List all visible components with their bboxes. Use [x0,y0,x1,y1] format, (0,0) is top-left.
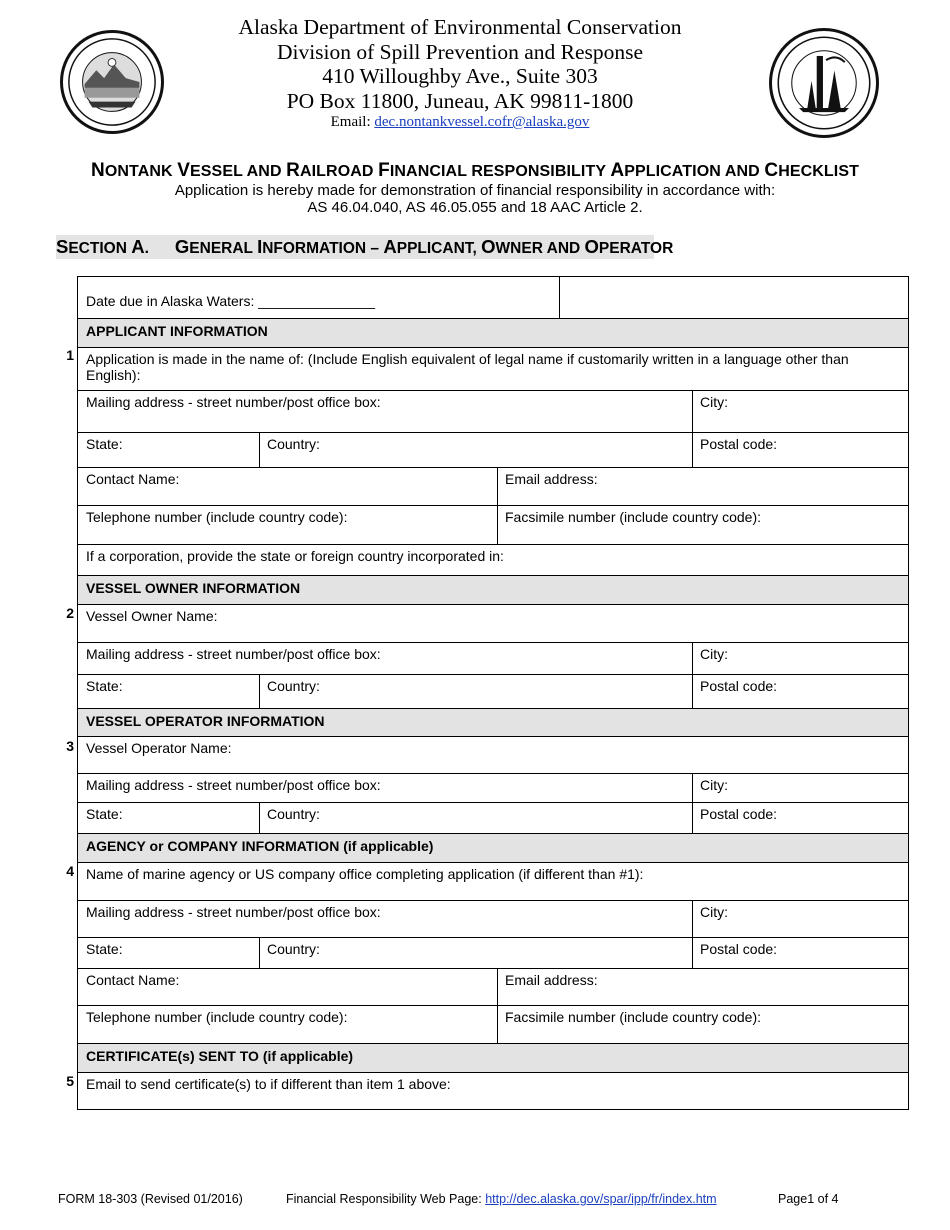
web-page-label: Financial Responsibility Web Page: [286,1192,482,1206]
agency-name-field[interactable]: Name of marine agency or US company office completing application (if different than #1): [86,866,644,882]
operator-state-field[interactable]: State: [86,806,123,822]
item-number-2: 2 [66,605,74,621]
item-number-3: 3 [66,738,74,754]
dec-seal-icon [772,31,876,135]
agency-header [190,15,730,132]
document-title-block [0,160,950,216]
owner-name-field[interactable]: Vessel Owner Name: [86,608,218,624]
po-box-address: PO Box 11800, Juneau, AK 99811-1800 [286,88,634,113]
applicant-contact-field[interactable]: Contact Name: [86,471,180,487]
agency-name: Alaska Department of Environmental Conservation [238,15,682,39]
date-due-blank-field[interactable] [559,277,908,318]
email-label: Email: [330,114,375,130]
web-page-link[interactable]: http://dec.alaska.gov/spar/ipp/fr/index.htm [485,1192,717,1206]
owner-city-field[interactable]: City: [700,646,728,662]
agency-contact-field[interactable]: Contact Name: [86,972,180,988]
web-page-line [286,1192,717,1206]
owner-state-field[interactable]: State: [86,678,123,694]
operator-name-field[interactable]: Vessel Operator Name: [86,740,232,756]
operator-country-field[interactable]: Country: [267,806,320,822]
item-number-1: 1 [66,347,74,363]
applicant-header: APPLICANT INFORMATION [78,318,908,347]
page-number: Page1 of 4 [778,1192,839,1206]
division-name: Division of Spill Prevention and Response [276,39,644,64]
agency-city-field[interactable]: City: [700,904,728,920]
item-number-5: 5 [66,1073,74,1089]
agency-phone-field[interactable]: Telephone number (include country code): [86,1009,348,1025]
owner-postal-field[interactable]: Postal code: [700,678,778,694]
title-subtitle-1: Application is hereby made for demonstration of financial responsibility in accordance with: [174,182,776,199]
street-address: 410 Willoughby Ave., Suite 303 [322,64,598,88]
applicant-email-field[interactable]: Email address: [505,471,598,487]
applicant-mailing-field[interactable]: Mailing address - street number/post office box: [86,394,381,410]
section-a-form [77,276,909,1110]
certificate-email-field[interactable]: Email to send certificate(s) to if different than item 1 above: [86,1076,451,1092]
operator-header: VESSEL OPERATOR INFORMATION [78,708,908,736]
owner-header: VESSEL OWNER INFORMATION [78,575,908,604]
document-title: NONTANK VESSEL AND RAILROAD FINANCIAL RESPONSIBILITY APPLICATION AND CHECKLIST [91,160,859,181]
section-title: GENERAL INFORMATION – APPLICANT, OWNER AND OPERATOR [174,236,674,257]
applicant-name-field[interactable]: Application is made in the name of: (Include English equivalent of legal name if customarily written in a language other than English): [86,351,849,383]
form-id: FORM 18-303 (Revised 01/2016) [58,1192,243,1206]
agency-country-field[interactable]: Country: [267,941,320,957]
email-line [190,112,730,132]
dec-seal-logo [769,28,879,138]
operator-city-field[interactable]: City: [700,777,728,793]
agency-fax-field[interactable]: Facsimile number (include country code): [505,1009,761,1025]
section-a-header [56,235,674,259]
state-seal-icon [63,33,161,131]
applicant-state-field[interactable]: State: [86,436,123,452]
email-link[interactable]: dec.nontankvessel.cofr@alaska.gov [374,114,590,130]
applicant-phone-field[interactable]: Telephone number (include country code): [86,509,348,525]
agency-header-row: AGENCY or COMPANY INFORMATION (if applicable) [78,833,908,862]
title-subtitle-2: AS 46.04.040, AS 46.05.055 and 18 AAC Article 2. [307,199,643,216]
certificate-header: CERTIFICATE(s) SENT TO (if applicable) [78,1043,908,1072]
agency-email-field[interactable]: Email address: [505,972,598,988]
applicant-fax-field[interactable]: Facsimile number (include country code): [505,509,761,525]
agency-postal-field[interactable]: Postal code: [700,941,778,957]
owner-country-field[interactable]: Country: [267,678,320,694]
owner-mailing-field[interactable]: Mailing address - street number/post office box: [86,646,381,662]
operator-mailing-field[interactable]: Mailing address - street number/post office box: [86,777,381,793]
applicant-postal-field[interactable]: Postal code: [700,436,778,452]
operator-postal-field[interactable]: Postal code: [700,806,778,822]
agency-mailing-field[interactable]: Mailing address - street number/post office box: [86,904,381,920]
item-number-4: 4 [66,863,74,879]
date-due-field[interactable]: Date due in Alaska Waters: _______________ [86,293,376,309]
applicant-city-field[interactable]: City: [700,394,728,410]
section-label: SECTION A. [56,236,149,257]
agency-state-field[interactable]: State: [86,941,123,957]
applicant-corporation-field[interactable]: If a corporation, provide the state or foreign country incorporated in: [86,548,504,564]
applicant-country-field[interactable]: Country: [267,436,320,452]
state-seal-logo [60,30,164,134]
